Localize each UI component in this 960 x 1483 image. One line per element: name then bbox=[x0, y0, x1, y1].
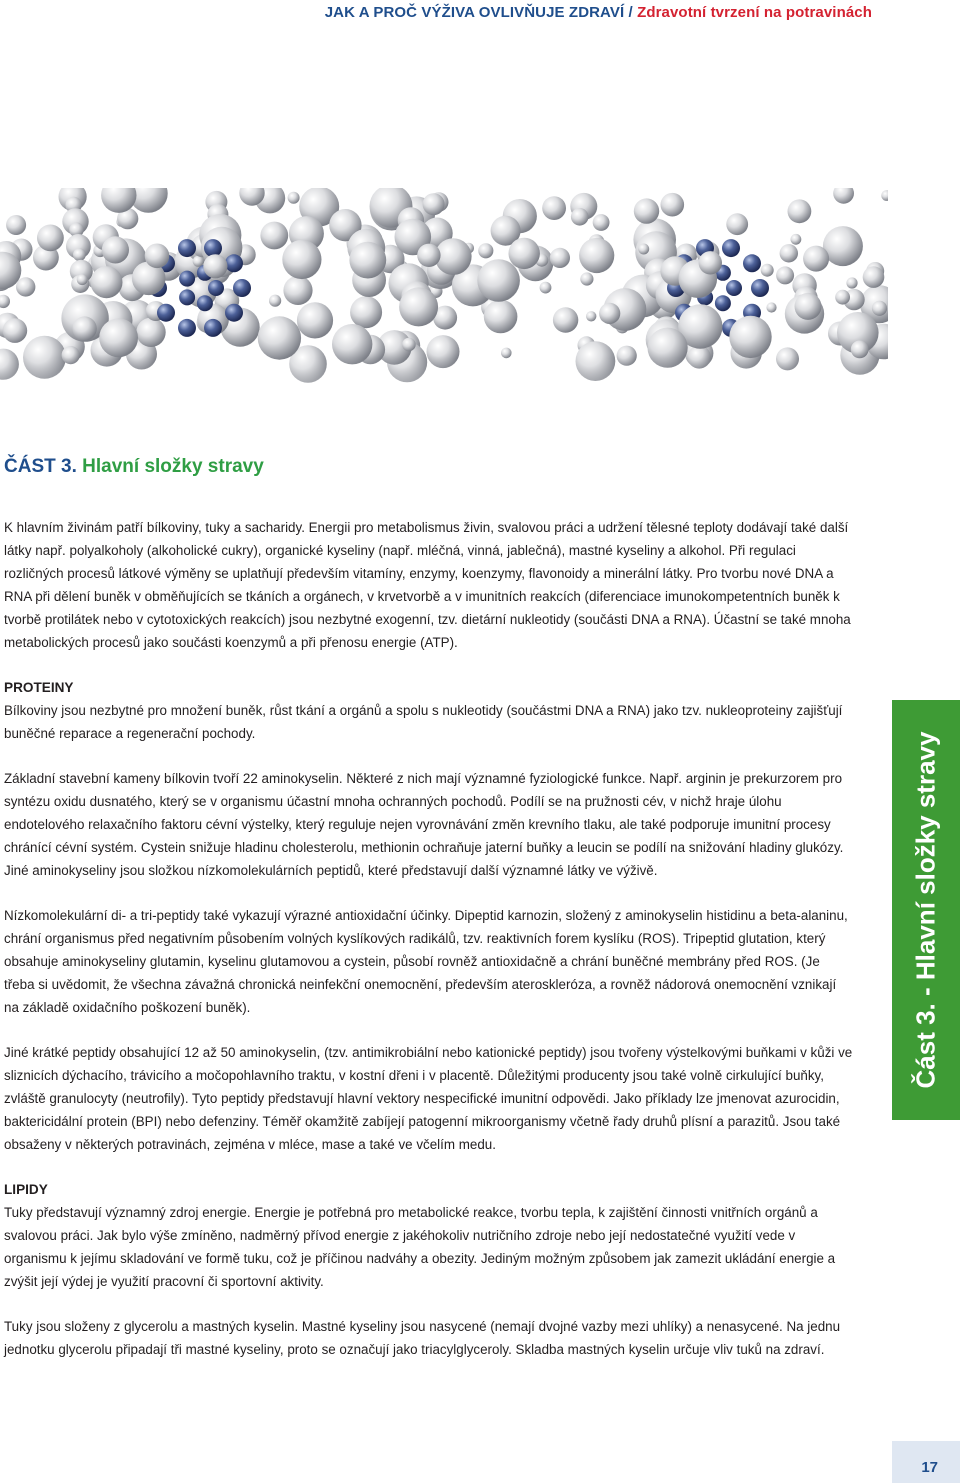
part-title bbox=[4, 456, 264, 478]
part-number: ČÁST 3. bbox=[4, 456, 77, 477]
header-sub: Zdravotní tvrzení na potravinách bbox=[637, 4, 872, 21]
section-sidebar-tab bbox=[892, 700, 960, 1120]
proteiny-paragraph-1: Bílkoviny jsou nezbytné pro množení buněk, růst tkání a orgánů a spolu s nukleotidy (součástmi DNA a RNA) jako tzv. nukleoproteiny zajišťují buněčné reparace a regenerační pochody. bbox=[4, 703, 843, 741]
page-number: 17 bbox=[921, 1459, 938, 1476]
lipidy-heading: LIPIDY bbox=[4, 1182, 48, 1197]
sidebar-label: Část 3. - Hlavní složky stravy bbox=[910, 731, 941, 1089]
proteiny-paragraph-2: Základní stavební kameny bílkovin tvoří 22 aminokyselin. Některé z nich mají významné fyziologické funkce. Např. arginin je prekurzorem pro syntézu oxidu dusnatého, který se v organismu účastní mnoha ochranných pochodů. Podílí se na pružnosti cév, v nichž hraje úlohu endotelového relaxačního faktoru cévní výstelky, který reguluje nejen vyrovnávání změn krevního tlaku, ale také podporuje imunitní procesy chránící cévní systém. Cystein snižuje hladinu cholesterolu, methionin ochraňuje jaterní buňky a leucin se podílí na snižování hladiny glukózy. Jiné aminokyseliny jsou složkou nízkomolekulárních peptidů, které představují další významné látky ve výživě. bbox=[4, 771, 844, 878]
running-header bbox=[325, 4, 872, 21]
proteiny-paragraph-4: Jiné krátké peptidy obsahující 12 až 50 aminokyselin, (tzv. antimikrobiální nebo kationické peptidy) jsou tvořeny výstelkovými buňkami v kůži ve sliznicích dýchacího, trávicího a močopohlavního traktu, v kostní dřeni i v placentě. Důležitými producenty jsou také volně cirkulující buňky, zvláště granulocyty (neutrofily). Tyto peptidy představují hlavní vektory nespecifické imunitní odpovědi. Jako příklady lze jmenovat azurocidin, baktericidální protein (BPI) nebo defenziny. Téměř okamžitě zabíjejí patogenní mikroorganismy včetně řady druhů plísní a parazitů. Jsou také obsaženy v některých potravinách, zejména v mléce, mase a také ve včelím medu. bbox=[4, 1045, 853, 1152]
proteiny-heading: PROTEINY bbox=[4, 680, 74, 695]
molecule-illustration bbox=[0, 188, 888, 438]
lipidy-paragraph-2: Tuky jsou složeny z glycerolu a mastných kyselin. Mastné kyseliny jsou nasycené (nemají dvojné vazby mezi uhlíky) a nenasycené. Na jednu jednotku glycerolu připadají tři mastné kyseliny, proto se označují jako triacylglyceroly. Skladba mastných kyselin určuje vliv tuků na zdraví. bbox=[4, 1319, 841, 1357]
page-number-box bbox=[892, 1441, 960, 1483]
proteiny-paragraph-3: Nízkomolekulární di- a tri-peptidy také vykazují výrazné antioxidační účinky. Dipeptid karnozin, složený z aminokyselin histidinu a beta-alaninu, chrání organismus před negativním působením volných kyslíkových radikálů, tzv. reaktivních forem kyslíku (ROS). Tripeptid glutation, který obsahuje aminokyseliny glutamin, kyselinu glutamovou a cystein, působí rovněž antioxidačně a chrání buněčné membrány před ROS. (Je třeba si uvědomit, že všechna závažná chronická neinfekční onemocnění, především ateroskleróza, a rovněž nádorová onemocnění vznikají na základě oxidačního poškození buněk). bbox=[4, 908, 848, 1015]
part-name: Hlavní složky stravy bbox=[82, 456, 264, 477]
lipidy-paragraph-1: Tuky představují významný zdroj energie. Energie je potřebná pro metabolické reakce, tvorbu tepla, k zajištění činnosti vnitřních orgánů a svalovou práci. Jak bylo výše zmíněno, nadměrný přívod energie z jakéhokoliv nutričního zdroje nebo její nedostatečné využití vede v organismu k jejímu skladování ve formě tuku, což je příčinou nadváhy a obezity. Jediným možným způsobem jak zamezit ukládání energie a zvýšit její výdej je využití pracovní či sportovní aktivity. bbox=[4, 1205, 836, 1289]
header-separator: / bbox=[624, 4, 638, 21]
header-main: JAK A PROČ VÝŽIVA OVLIVŇUJE ZDRAVÍ bbox=[324, 4, 625, 21]
intro-paragraph: K hlavním živinám patří bílkoviny, tuky a sacharidy. Energii pro metabolismus živin, svalovou práci a udržení tělesné teploty dodávají také další látky např. polyalkoholy (alkoholické cukry), organické kyseliny (např. mléčná, vinná, jablečná), mastné kyseliny a alkohol. Při regulaci rozličných procesů látkové výměny se uplatňují především vitamíny, enzymy, koenzymy, flavonoidy a minerální látky. Pro tvorbu nové DNA a RNA při dělení buněk v obměňujících se tkáních a orgánech, v krvetvorbě a v imunitních reakcích (diferenciace imunokompetentních buněk k tvorbě protilátek nebo v cytotoxických reakcích) jsou nezbytné exogenní, tzv. dietární nukleotidy (součásti DNA a RNA). Účastní se také mnoha metabolických procesů jako součásti koenzymů a při přenosu energie (ATP). bbox=[4, 520, 851, 650]
main-content bbox=[4, 516, 854, 1383]
